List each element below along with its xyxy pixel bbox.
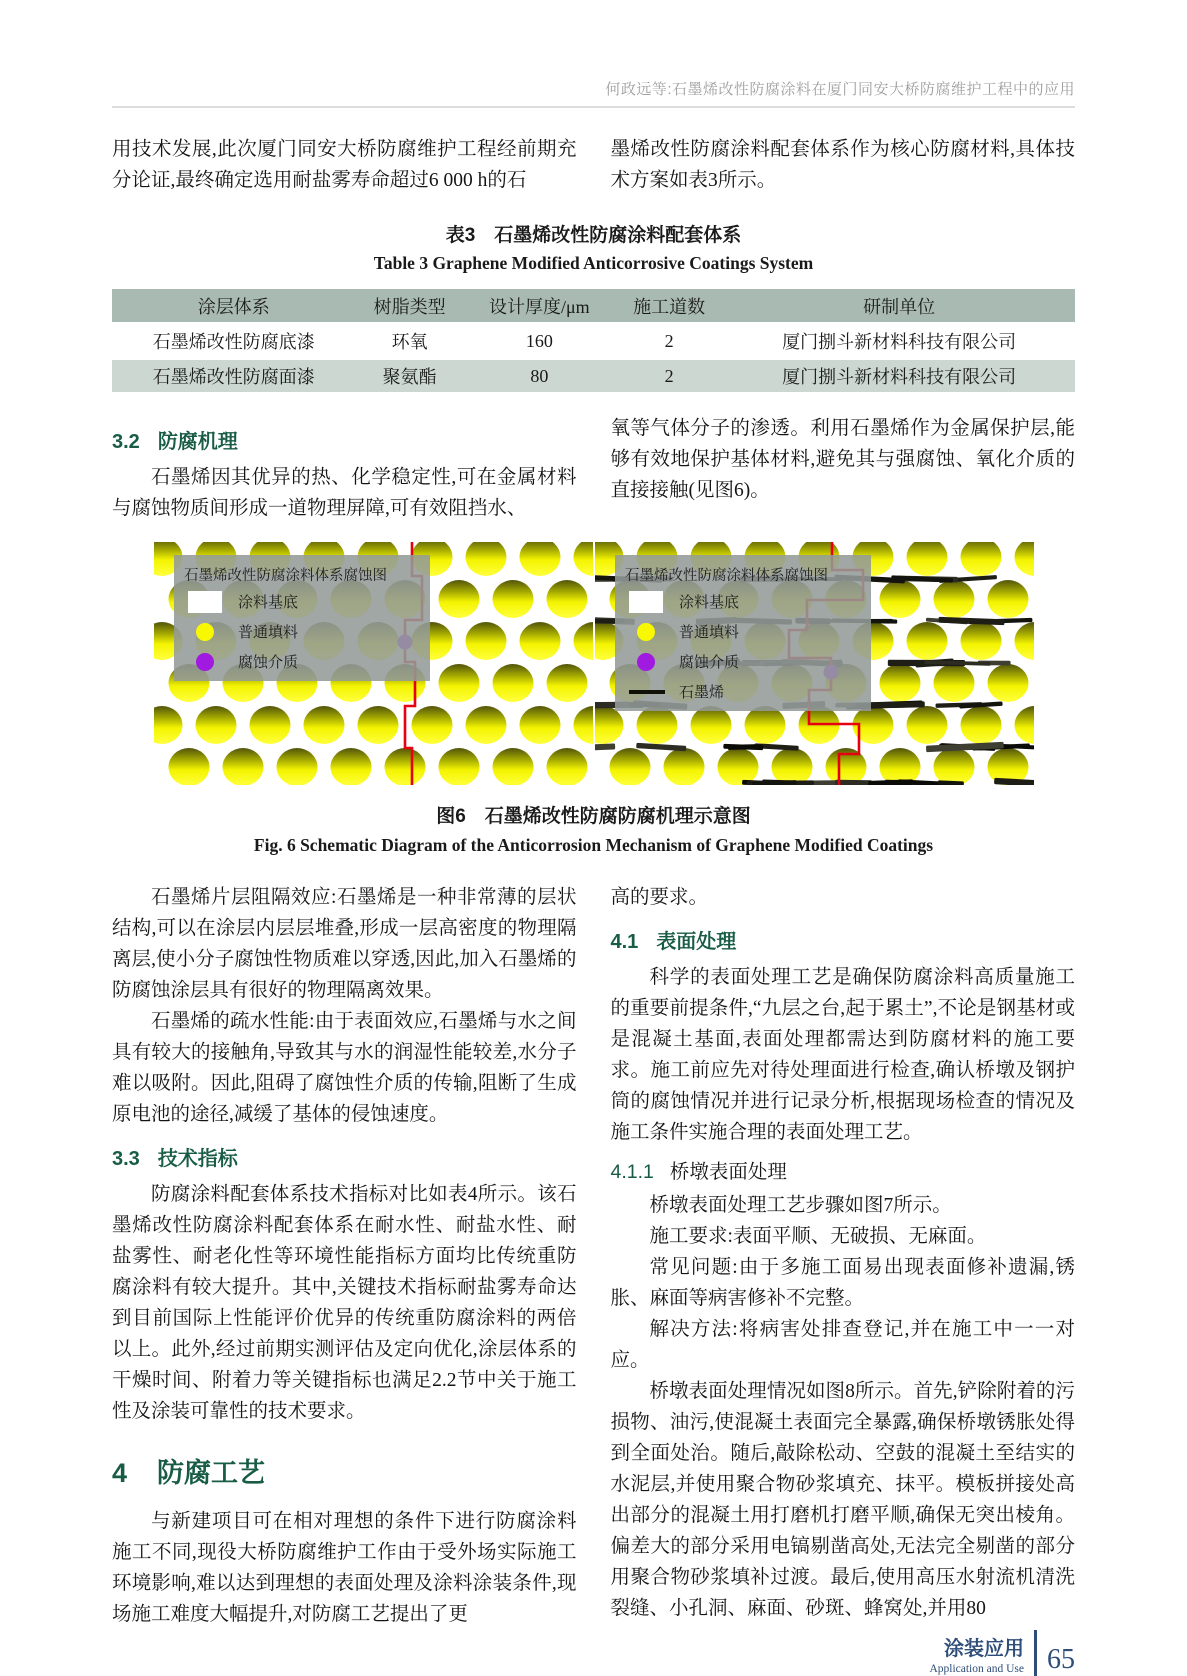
- intro-section: [112, 134, 1075, 196]
- paragraph: 高的要求。: [610, 887, 709, 908]
- table3-body: [112, 325, 1075, 392]
- figure6-panels: [154, 542, 1034, 785]
- table3-header-row: [112, 289, 1075, 322]
- section-number: 4.1: [610, 931, 639, 953]
- legend-swatch-corrosive-medium: [637, 653, 655, 671]
- figure6-panel-right: [595, 542, 1034, 785]
- section-heading: [611, 1156, 1076, 1184]
- table3-cell: 厦门捌斗新材料科技有限公司: [723, 360, 1075, 392]
- table3-cell: 石墨烯改性防腐底漆: [112, 325, 356, 357]
- section-number: 3.2: [112, 431, 140, 453]
- paragraph: 石墨烯的疏水性能:由于表面效应,石墨烯与水之间具有较大的接触角,导致其与水的润湿性能较差,水分子难以吸附。因此,阻碍了腐蚀性介质的传输,阻断了生成原电池的途径,减缓了基体的侵蚀速度。: [112, 1011, 577, 1125]
- paragraph: 防腐涂料配套体系技术指标对比如表4所示。该石墨烯改性防腐涂料配套体系在耐水性、耐盐水性、耐盐雾性、耐老化性等环境性能指标方面均比传统重防腐涂料有较大提升。其中,关键技术指标耐盐雾寿命达到目前国际上性能评价优异的传统重防腐涂料的两倍以上。此外,经过前期实测评估及定向优化,涂层体系的干燥时间、附着力等关键指标也满足2.2节中关于施工性及涂装可靠性的技术要求。: [112, 1184, 577, 1422]
- page-footer: [112, 1630, 1075, 1676]
- section-heading: [611, 925, 1076, 954]
- paragraph: 用技术发展,此次厦门同安大桥防腐维护工程经前期充分论证,最终确定选用耐盐雾寿命超过6 000 h的石: [112, 139, 577, 191]
- legend-label: 普通填料: [678, 624, 739, 641]
- legend-title: 石墨烯改性防腐涂料体系腐蚀图: [183, 568, 387, 584]
- figure6-panel-left: [154, 542, 593, 785]
- header-divider: [112, 106, 1075, 108]
- legend-label: 涂料基底: [237, 594, 298, 611]
- running-head: 何政远等:石墨烯改性防腐涂料在厦门同安大桥防腐维护工程中的应用: [605, 81, 1075, 98]
- paragraph: 与新建项目可在相对理想的条件下进行防腐涂料施工不同,现役大桥防腐维护工作由于受外场实际施工环境影响,难以达到理想的表面处理及涂料涂装条件,现场施工难度大幅提升,对防腐工艺提出了更: [112, 1511, 577, 1625]
- legend-label: 涂料基底: [678, 594, 739, 611]
- section-heading: [112, 1142, 577, 1171]
- table3-cell: 2: [615, 325, 723, 357]
- table3-caption-zh: 表3 石墨烯改性防腐涂料配套体系: [445, 225, 742, 246]
- table3-cell: 聚氨酯: [356, 360, 464, 392]
- legend-swatch-graphene: [629, 690, 665, 694]
- footer-section-zh: 涂装应用: [944, 1637, 1024, 1660]
- section-title: 防腐工艺: [157, 1458, 266, 1488]
- legend-label: 普通填料: [237, 624, 298, 641]
- legend-label: 腐蚀介质: [237, 654, 298, 671]
- figure6-caption-zh: 图6 石墨烯改性防腐防腐机理示意图: [436, 806, 751, 827]
- footer-section-en: Application and Use: [929, 1662, 1024, 1675]
- table3-caption-en: Table 3 Graphene Modified Anticorrosive Coatings System: [373, 253, 814, 273]
- figure-legend: [174, 555, 430, 681]
- paragraph: 桥墩表面处理情况如图8所示。首先,铲除附着的污损物、油污,使混凝土表面完全暴露,确保桥墩锈胀处得到全面处治。随后,敲除松动、空鼓的混凝土至结实的水泥层,并使用聚合物砂浆填充、抹平。模板拼接处高出部分的混凝土用打磨机打磨平顺,确保无突出棱角。偏差大的部分采用电镐剔凿高处,无法完全剔凿的部分用聚合物砂浆填补过渡。最后,使用高压水射流机清洗裂缝、小孔洞、麻面、砂斑、蜂窝处,并用80: [610, 1381, 1075, 1619]
- table3-header-cell: 研制单位: [723, 289, 1075, 322]
- paragraph: 石墨烯片层阻隔效应:石墨烯是一种非常薄的层状结构,可以在涂层内层层堆叠,形成一层高密度的物理隔离层,使小分子腐蚀性物质难以穿透,因此,加入石墨烯的防腐蚀涂层具有很好的物理隔离效果。: [112, 887, 577, 1001]
- section-title: 防腐机理: [157, 431, 238, 453]
- figure6: [112, 542, 1075, 785]
- section-heading: [112, 1451, 577, 1490]
- table3: [112, 286, 1075, 395]
- section-title: 表面处理: [656, 931, 737, 953]
- graphene-flake: [835, 780, 872, 785]
- section-title: 技术指标: [157, 1148, 238, 1170]
- column-right: [611, 882, 1076, 1630]
- page-number: 65: [1047, 1644, 1075, 1675]
- paragraph: 石墨烯因其优异的热、化学稳定性,可在金属材料与腐蚀物质间形成一道物理屏障,可有效阻挡水、: [112, 467, 577, 519]
- paragraph: 桥墩表面处理工艺步骤如图7所示。: [649, 1195, 952, 1216]
- paragraph: 解决方法:将病害处排查登记,并在施工中一一对应。: [610, 1319, 1075, 1371]
- legend-label: 腐蚀介质: [678, 654, 739, 671]
- section-number: 4: [112, 1458, 128, 1488]
- table3-cell: 160: [464, 325, 615, 357]
- paragraph: 氧等气体分子的渗透。利用石墨烯作为金属保护层,能够有效地保护基体材料,避免其与强腐蚀、氧化介质的直接接触(见图6)。: [610, 418, 1075, 501]
- section-title: 桥墩表面处理: [669, 1162, 787, 1183]
- table3-header-cell: 施工道数: [615, 289, 723, 322]
- figure-legend: [615, 555, 871, 711]
- table3-cell: 厦门捌斗新材料科技有限公司: [723, 325, 1075, 357]
- graphene-flake: [595, 743, 615, 750]
- column-left: [112, 882, 577, 1630]
- legend-label: 石墨烯: [678, 684, 724, 701]
- section-3-2: [112, 413, 1075, 524]
- table3-cell: 石墨烯改性防腐面漆: [112, 360, 356, 392]
- paragraph: 常见问题:由于多施工面易出现表面修补遗漏,锈胀、麻面等病害修补不完整。: [610, 1257, 1075, 1309]
- table3-cell: 2: [615, 360, 723, 392]
- section-number: 3.3: [112, 1148, 140, 1170]
- table3-header-cell: 设计厚度/μm: [464, 289, 615, 322]
- footer-divider: [1034, 1630, 1037, 1676]
- paragraph: 墨烯改性防腐涂料配套体系作为核心防腐材料,具体技术方案如表3所示。: [610, 139, 1075, 191]
- body-columns: [112, 882, 1075, 1630]
- legend-swatch-coating-base: [188, 591, 222, 613]
- legend-swatch-coating-base: [629, 591, 663, 613]
- paragraph: 科学的表面处理工艺是确保防腐涂料高质量施工的重要前提条件,“九层之台,起于累土”,不论是钢基材或是混凝土基面,表面处理都需达到防腐材料的施工要求。施工前应先对待处理面进行检查,确认桥墩及钢护筒的腐蚀情况并进行记录分析,根据现场检查的情况及施工条件实施合理的表面处理工艺。: [610, 967, 1075, 1143]
- table3-header-cell: 涂层体系: [112, 289, 356, 322]
- table3-cell: 环氧: [356, 325, 464, 357]
- table-row: [112, 325, 1075, 357]
- table-row: [112, 360, 1075, 392]
- legend-swatch-filler: [637, 623, 655, 641]
- figure6-caption-en: Fig. 6 Schematic Diagram of the Anticorrosion Mechanism of Graphene Modified Coatings: [253, 835, 934, 855]
- legend-swatch-filler: [196, 623, 214, 641]
- table3-header-cell: 树脂类型: [356, 289, 464, 322]
- legend-title: 石墨烯改性防腐涂料体系腐蚀图: [624, 568, 828, 584]
- paragraph: 施工要求:表面平顺、无破损、无麻面。: [649, 1226, 987, 1247]
- table3-cell: 80: [464, 360, 615, 392]
- section-heading: [112, 425, 577, 454]
- section-number: 4.1.1: [610, 1161, 654, 1183]
- legend-swatch-corrosive-medium: [196, 653, 214, 671]
